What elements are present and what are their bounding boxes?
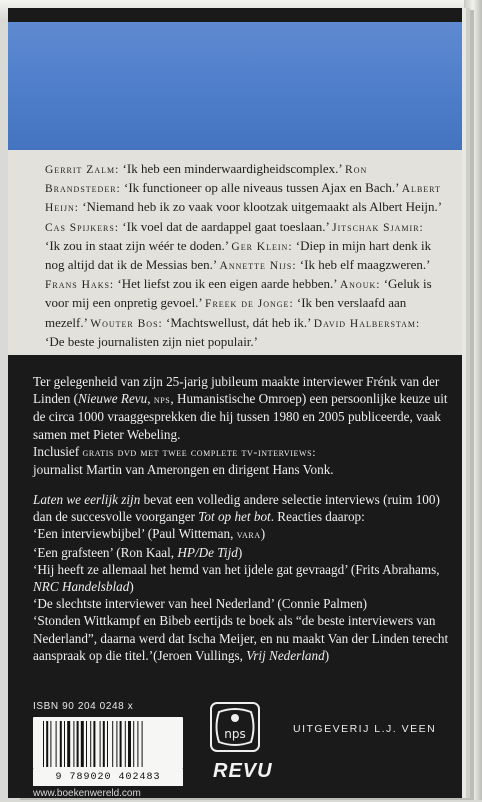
quote-speaker: Freek de Jonge:: [205, 298, 294, 311]
quote-speaker: Annette Nijs:: [219, 260, 297, 273]
intro-text: , Humanistische Omroep) een persoonlijke keuze uit de circa 1000 vraaggesprekken die hij tussen 1980 en 2005 publiceerde, vaak samen met Pieter Webeling.: [33, 391, 448, 442]
barcode-bar: [60, 721, 62, 767]
revu-logo: REVU: [213, 760, 273, 782]
barcode: [33, 717, 183, 769]
barcode-bar: [112, 721, 113, 767]
book-back-cover: [8, 8, 462, 798]
barcode-bar: [64, 721, 65, 767]
intro-paragraph: [33, 373, 451, 478]
quote-speaker: Gerrit Zalm:: [45, 164, 120, 176]
intro-dvd-names: journalist Martin van Amerongen en dirigent Hans Vonk.: [33, 462, 334, 478]
quote-speaker: Jitschak Sjamir:: [332, 221, 424, 234]
reaction-1: ): [260, 526, 266, 542]
quote-text: ‘Ik heb elf maagzweren.’: [296, 257, 430, 273]
quote-text: ‘Ik ben verslaafd aan mezelf.’: [45, 295, 407, 330]
quote-speaker: Anouk:: [339, 279, 381, 292]
reaction-1: ‘Een interviewbijbel’ (Paul Witteman,: [33, 526, 237, 542]
barcode-bar: [125, 721, 126, 767]
barcode-number: 9 789020 402483: [33, 769, 183, 786]
barcode-bar: [103, 721, 105, 767]
quote-text: ‘Ik functioneer op alle niveaus tussen Ajax en Bach.’: [120, 180, 402, 196]
reaction-2: ): [237, 544, 243, 560]
previous-title: Tot op het bot: [198, 509, 271, 525]
dark-section: [8, 355, 462, 798]
barcode-bar: [56, 721, 57, 767]
nps-logo-icon: [212, 704, 258, 750]
barcode-bar: [107, 721, 108, 767]
barcode-bar: [116, 721, 117, 767]
reaction-3-source: NRC Handelsblad: [33, 579, 130, 595]
reaction-2: ‘Een grafsteen’ (Ron Kaal,: [33, 544, 178, 560]
barcode-bar: [67, 721, 70, 767]
barcode-bar: [43, 721, 44, 767]
quote-speaker: Wouter Bos:: [90, 317, 163, 330]
reaction-5: ‘Stonden Wittkampf en Bibeb eertijds te boek als “de beste interviewers van Nederland”, daarna werd dat Ischa Meijer, en nu maakt Van der Linden terecht aanspraak op die titel.’(Jeroen Vullings,: [33, 613, 449, 663]
quote-text: ‘Diep in mijn hart denk ik nog altijd dat ik de Messias ben.’: [45, 237, 432, 273]
quote-speaker: David Halberstam:: [313, 317, 421, 330]
barcode-bar: [50, 721, 51, 767]
barcode-bar: [46, 721, 48, 767]
quote-speaker: Cas Spijkers:: [45, 221, 120, 234]
nps-logo: [210, 702, 260, 752]
barcode-bar: [93, 721, 95, 767]
reaction-5: ): [324, 647, 330, 663]
reaction-4: ‘De slechtste interviewer van heel Nederland’ (Connie Palmen): [33, 596, 368, 612]
barcode-bar: [73, 721, 74, 767]
barcode-bar: [137, 721, 138, 767]
quotes-block: [8, 150, 462, 355]
reaction-3: ‘Hij heeft ze allemaal het hemd van het ijdele gat gevraagd’ (Frits Abrahams,: [33, 561, 440, 577]
intro-dvd: Inclusief: [33, 443, 83, 459]
reaction-1-source: vara: [236, 527, 261, 542]
nps-logo-text: nps: [224, 727, 246, 741]
barcode-bars: [33, 717, 183, 769]
book-title: Laten we eerlijk zijn: [33, 492, 141, 507]
barcode-bar: [86, 721, 87, 767]
quote-text: ‘Ik zou in staat zijn wéér te doden.’: [45, 237, 232, 253]
quote-text: ‘Niemand heb ik zo vaak voor klootzak uitgemaakt als Albert Heijn.’: [78, 199, 442, 215]
reaction-5-source: Vrij Nederland: [246, 647, 325, 663]
quote-text: ‘Ik heb een minderwaardigheidscomplex.’: [119, 161, 346, 176]
isbn: ISBN 90 204 0248 x: [33, 701, 134, 712]
reaction-2-source: HP/De Tijd: [177, 544, 238, 560]
reactions-text: . Reacties daarop:: [270, 509, 365, 525]
quote-speaker: Ron Brandsteder:: [45, 164, 368, 196]
quote-speaker: Frans Haks:: [45, 279, 115, 292]
barcode-bar: [133, 721, 134, 767]
barcode-bar: [81, 721, 84, 767]
intro-magazine: Nieuwe Revu: [78, 391, 148, 407]
intro-dvd-sc: gratis dvd met twee complete tv-interviews:: [82, 444, 317, 459]
blue-band: [8, 22, 462, 150]
quote-text: ‘Geluk is voor mij een onpretig gevoel.’: [45, 276, 432, 311]
quote-text: ‘Machtswellust, dát heb ik.’: [162, 314, 314, 330]
website-url: www.boekenwereld.com: [33, 788, 141, 799]
publisher-name: UITGEVERIJ L.J. VEEN: [293, 723, 437, 735]
barcode-bar: [128, 721, 131, 767]
quote-speaker: Albert Heijn:: [45, 183, 441, 215]
reaction-3: ): [129, 579, 134, 595]
shrink-wrap-edge: [464, 0, 482, 800]
intro-text: Ter gelegenheid van zijn 25-jarig jubileum maakte interviewer Frénk van der Linden (: [33, 374, 440, 407]
barcode-bar: [77, 721, 79, 767]
quote-speaker: Ger Klein:: [231, 240, 293, 253]
reactions-text: bevat een volledig andere selectie interviews (ruim 100) dan de succesvolle voorganger: [33, 492, 440, 525]
quote-text: ‘Ik voel dat de aardappel gaat toeslaan.’: [119, 218, 333, 234]
intro-broadcaster: nps: [153, 392, 171, 407]
barcode-bar: [90, 721, 91, 767]
reactions-paragraph: [33, 491, 451, 664]
barcode-bar: [120, 721, 122, 767]
barcode-bar: [100, 721, 101, 767]
barcode-bar: [142, 721, 143, 767]
intro-text: ,: [147, 391, 154, 407]
quote-text: ‘Het liefst zou ik een eigen aarde hebben.’: [114, 276, 340, 292]
quote-text: ‘De beste journalisten zijn niet populair.’: [45, 333, 258, 349]
